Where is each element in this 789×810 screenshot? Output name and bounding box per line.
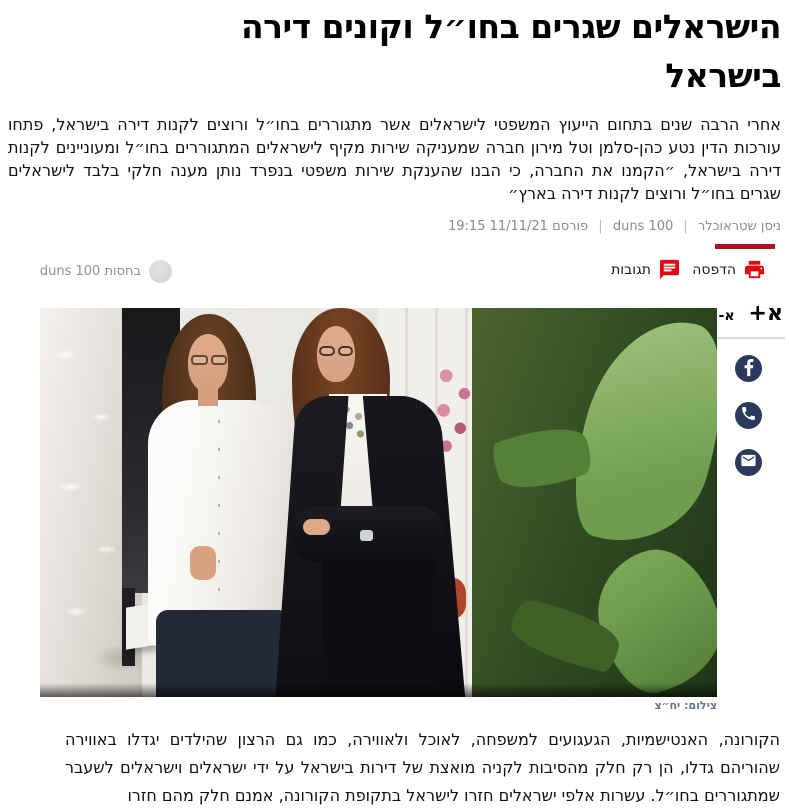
photo-right-woman-glasses [319, 346, 353, 356]
photo-credit: צילום: יח״צ [654, 699, 717, 712]
article-body: הקורונה, האנטישמיות, הגעגועים למשפחה, לאוכל ולאווירה, כמו גם הרצון שהילדים יגדלו באווירה שהוריהם גדלו, הן רק חלק מהסיבות לקניה מואצת של דירות בישראל על ידי ישראלים וישראלים לשעבר שמתגוררים בחו״ל. עשרות אלפי ישראלים חזרו לישראל בתקופת הקורונה, אמנם חלק מהם חזרו [65, 730, 780, 805]
byline-separator: | [683, 219, 688, 234]
photo-right-woman-watch [360, 530, 373, 541]
font-increase-button[interactable]: א+ [748, 301, 783, 326]
byline [8, 219, 781, 234]
font-decrease-button[interactable]: א- [718, 308, 735, 324]
comments-label: תגובות [611, 261, 651, 278]
byline-accent-bar [715, 244, 775, 249]
photo-left-woman-hand [190, 546, 216, 580]
share-email-button[interactable] [735, 449, 762, 476]
share-whatsapp-button[interactable] [735, 402, 762, 429]
byline-source: duns 100 [612, 219, 674, 234]
sponsor-badge[interactable] [40, 260, 172, 283]
byline-published: פורסם 11/11/21 19:15 [447, 219, 589, 234]
print-button[interactable] [692, 258, 766, 281]
sponsor-logo-icon [149, 260, 172, 283]
rail-divider [717, 337, 785, 339]
photo-bottom-shadow [40, 683, 717, 697]
whatsapp-icon [740, 405, 757, 426]
article-title-line1: הישראלים שגרים בחו״ל וקונים דירה [240, 7, 781, 46]
comments-button[interactable] [611, 258, 681, 281]
byline-separator: | [598, 219, 603, 234]
photo-left-woman-shirt-buttons [218, 420, 220, 618]
print-icon [743, 258, 766, 281]
article-photo [40, 308, 717, 697]
print-label: הדפסה [692, 261, 736, 278]
article-title-line2: בישראל [665, 56, 781, 95]
comments-icon [658, 258, 681, 281]
photo-right-woman-hand [303, 519, 330, 535]
byline-author: ניסן שטראוכלר [697, 219, 781, 234]
photo-left-woman-glasses [191, 355, 227, 365]
photo-right-woman-pants [322, 560, 434, 697]
email-icon [740, 452, 757, 473]
share-facebook-button[interactable] [735, 355, 762, 382]
article-title [8, 2, 781, 100]
facebook-icon [735, 353, 762, 384]
sponsor-label: בחסות duns 100 [39, 264, 141, 279]
article-subtitle: אחרי הרבה שנים בתחום הייעוץ המשפטי לישראלים אשר מתגוררים בחו״ל ורוצים לקנות דירה בישראל, פתחו עורכות הדין נטע כהן-סלמן וטל מירון חברה שמעניקה שירות מקיף לישראלים המתגוררים בחו״ל ומעוניינים לקנות דירה בישראל, ״הקמנו את החברה, כי הבנו שהענקת שירות משפטי בנפרד נותן מענה חלקי בלבד לישראלים שגרים בחו״ל ורוצים לקנות דירה בארץ״ [8, 115, 781, 203]
